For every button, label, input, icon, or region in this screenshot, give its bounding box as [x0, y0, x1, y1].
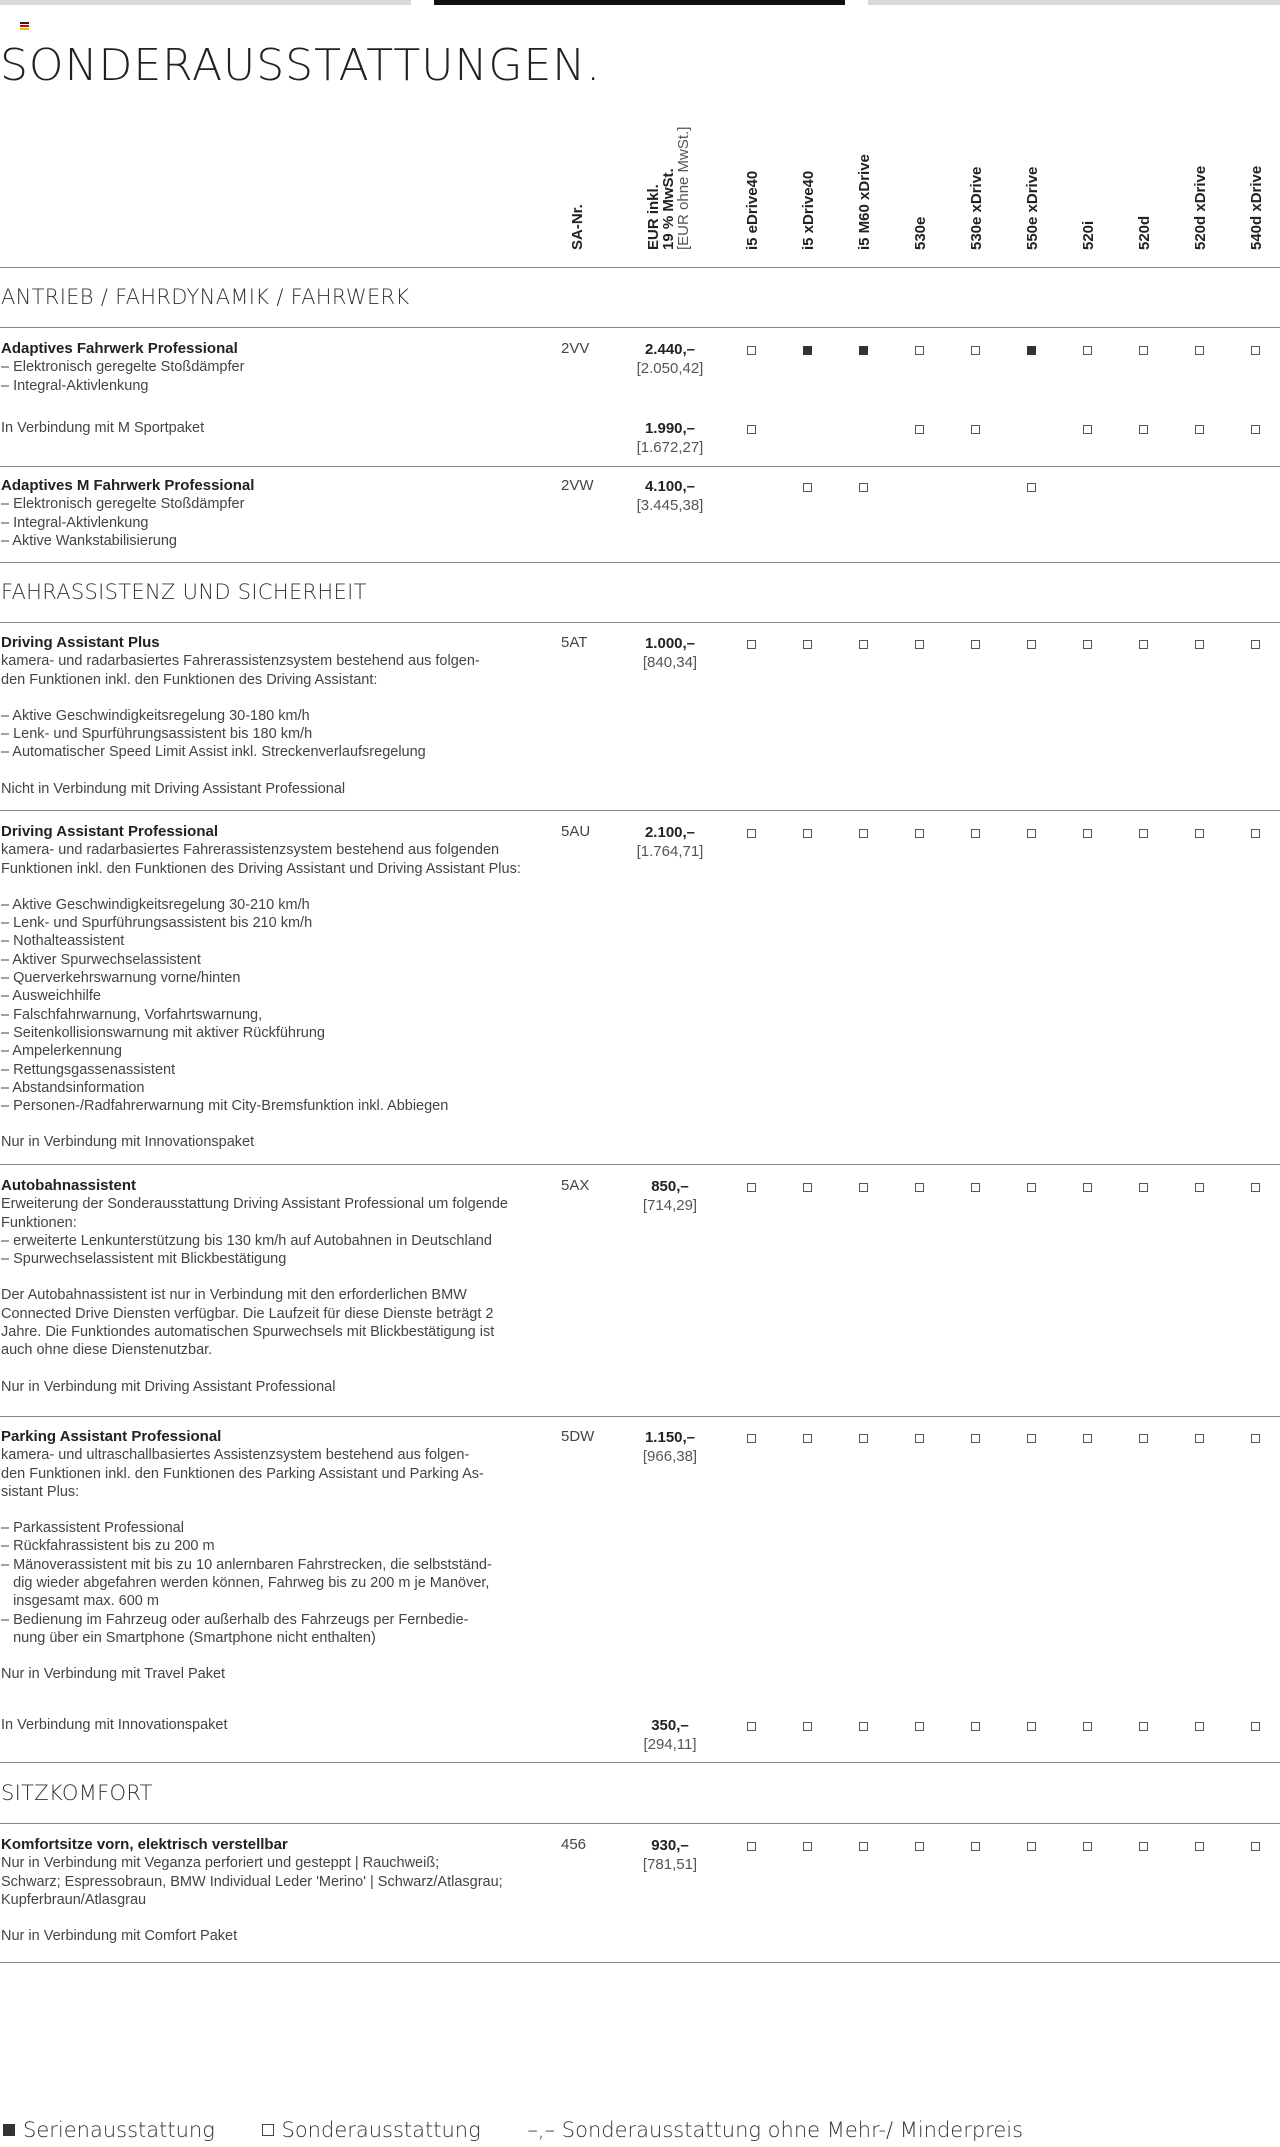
option-text-line: Nur in Verbindung mit Innovationspaket	[1, 1134, 255, 1151]
optional-equipment-mark	[971, 346, 980, 355]
progress-segment-3	[868, 0, 1280, 5]
option-text-line: Funktionen inkl. den Funktionen des Driving Assistant und Driving Assistant Plus:	[1, 860, 521, 877]
net-price: [2.050,42]	[636, 360, 704, 377]
optional-equipment-mark	[915, 1434, 924, 1443]
optional-equipment-mark	[747, 425, 756, 434]
price-cell	[620, 823, 720, 861]
price-cell	[620, 1428, 720, 1466]
option-title: Adaptives Fahrwerk Professional	[1, 340, 238, 357]
progress-segment-2	[434, 0, 845, 5]
option-text-line: kamera- und ultraschallbasiertes Assistenzsystem bestehend aus folgen-	[1, 1447, 470, 1464]
option-text-line: – Aktiver Spurwechselassistent	[1, 951, 201, 968]
optional-equipment-mark	[1027, 829, 1036, 838]
empty-square-icon	[262, 2124, 274, 2136]
optional-equipment-mark	[1251, 640, 1260, 649]
option-text-line: – Aktive Wankstabilisierung	[1, 532, 177, 549]
section-divider	[0, 1823, 1280, 1824]
option-text-line	[1, 878, 546, 896]
option-text-line	[1, 1268, 546, 1286]
optional-equipment-mark	[859, 1842, 868, 1851]
col-header-model: 520d xDrive	[1192, 165, 1209, 250]
price-header-line3: [EUR ohne MwSt.]	[675, 126, 692, 250]
col-header-model: 540d xDrive	[1248, 165, 1265, 250]
legend-sonder: Sonderausstattung	[262, 2118, 481, 2142]
option-text-line	[1, 762, 546, 780]
option-text-line: kamera- und radarbasiertes Fahrerassistenzsystem bestehend aus folgenden	[1, 842, 500, 859]
price-cell	[620, 477, 720, 515]
option-description	[1, 1836, 546, 1945]
optional-equipment-mark	[1195, 425, 1204, 434]
optional-equipment-mark	[859, 829, 868, 838]
option-text-line: – Lenk- und Spurführungsassistent bis 180 km/h	[1, 726, 313, 743]
option-text-line	[1, 1501, 546, 1519]
option-text-line: In Verbindung mit M Sportpaket	[1, 420, 205, 436]
section-title: SITZKOMFORT	[1, 1781, 153, 1805]
option-description	[1, 823, 546, 1152]
section-title: FAHRASSISTENZ UND SICHERHEIT	[1, 580, 367, 604]
option-text-line: – Spurwechselassistent mit Blickbestätigung	[1, 1251, 287, 1268]
optional-equipment-mark	[1195, 640, 1204, 649]
optional-equipment-mark	[747, 1183, 756, 1192]
row-divider	[0, 1164, 1280, 1165]
option-text-line	[1, 1360, 546, 1378]
optional-equipment-mark	[1139, 1842, 1148, 1851]
col-header-model: 530e xDrive	[968, 166, 985, 250]
optional-equipment-mark	[1251, 346, 1260, 355]
optional-equipment-mark	[859, 1183, 868, 1192]
option-text-line	[1, 689, 546, 707]
row-divider	[0, 1416, 1280, 1417]
col-header-model: i5 eDrive40	[744, 170, 761, 250]
optional-equipment-mark	[971, 1434, 980, 1443]
option-text-line: Nur in Verbindung mit Driving Assistant Professional	[1, 1378, 336, 1395]
sa-code: 2VW	[561, 477, 594, 494]
sa-code: 5AU	[561, 823, 591, 840]
legend-ohne: –,– Sonderausstattung ohne Mehr-/ Minderpreis	[527, 2118, 1024, 2142]
option-text-line: – Mänoverassistent mit bis zu 10 anlernbaren Fahrstrecken, die selbstständ-	[1, 1556, 492, 1573]
optional-equipment-mark	[747, 640, 756, 649]
german-flag-icon	[20, 22, 29, 29]
option-text-line: – Automatischer Speed Limit Assist inkl. Streckenverlaufsregelung	[1, 744, 426, 761]
option-text-line: den Funktionen inkl. den Funktionen des Driving Assistant:	[1, 671, 378, 688]
net-price: [781,51]	[642, 1856, 698, 1873]
col-header-sa-nr: SA-Nr.	[569, 204, 586, 250]
option-text-line: In Verbindung mit Innovationspaket	[1, 1717, 228, 1733]
option-text-line: Nicht in Verbindung mit Driving Assistant Professional	[1, 780, 346, 797]
optional-equipment-mark	[1139, 1183, 1148, 1192]
optional-equipment-mark	[803, 483, 812, 492]
option-text-line: Jahre. Die Funktiondes automatischen Spurwechsels mit Blickbestätigung ist	[1, 1324, 495, 1341]
option-description	[1, 1716, 546, 1734]
net-price: [3.445,38]	[636, 497, 704, 514]
price-cell	[620, 340, 720, 378]
progress-segment-1	[0, 0, 411, 5]
net-price: [1.764,71]	[636, 843, 704, 860]
option-text-line: – Aktive Geschwindigkeitsregelung 30-180 km/h	[1, 707, 310, 724]
gross-price: 2.440,–	[644, 341, 696, 358]
net-price: [966,38]	[642, 1448, 698, 1465]
col-header-model: 550e xDrive	[1024, 166, 1041, 250]
optional-equipment-mark	[1195, 1434, 1204, 1443]
optional-equipment-mark	[915, 346, 924, 355]
optional-equipment-mark	[747, 346, 756, 355]
option-title: Parking Assistant Professional	[1, 1428, 222, 1445]
option-text-line: insgesamt max. 600 m	[1, 1593, 159, 1610]
optional-equipment-mark	[859, 483, 868, 492]
price-cell	[620, 1716, 720, 1754]
optional-equipment-mark	[1027, 640, 1036, 649]
optional-equipment-mark	[1251, 425, 1260, 434]
optional-equipment-mark	[1139, 425, 1148, 434]
filled-square-icon	[3, 2124, 15, 2136]
optional-equipment-mark	[1251, 829, 1260, 838]
option-text-line: – Falschfahrwarnung, Vorfahrtswarnung,	[1, 1006, 263, 1023]
option-description	[1, 419, 546, 437]
optional-equipment-mark	[859, 1434, 868, 1443]
section-divider	[0, 622, 1280, 623]
section-title: ANTRIEB / FAHRDYNAMIK / FAHRWERK	[1, 285, 410, 309]
gross-price: 1.150,–	[644, 1429, 696, 1446]
net-price: [840,34]	[642, 654, 698, 671]
optional-equipment-mark	[1027, 483, 1036, 492]
optional-equipment-mark	[1083, 346, 1092, 355]
sa-code: 456	[561, 1836, 587, 1853]
option-text-line	[1, 1909, 546, 1927]
optional-equipment-mark	[747, 1434, 756, 1443]
option-text-line: – Personen-/Radfahrerwarnung mit City-Bremsfunktion inkl. Abbiegen	[1, 1098, 449, 1115]
option-text-line: – Parkassistent Professional	[1, 1520, 184, 1537]
sa-code: 5DW	[561, 1428, 595, 1445]
option-text-line: – Seitenkollisionswarnung mit aktiver Rückführung	[1, 1024, 325, 1041]
optional-equipment-mark	[1139, 829, 1148, 838]
optional-equipment-mark	[803, 1183, 812, 1192]
option-text-line: – Bedienung im Fahrzeug oder außerhalb des Fahrzeugs per Fernbedie-	[1, 1611, 469, 1628]
option-text-line: Kupferbraun/Atlasgrau	[1, 1891, 147, 1908]
option-text-line: – Integral-Aktivlenkung	[1, 514, 149, 531]
optional-equipment-mark	[1139, 346, 1148, 355]
option-text-line: – Elektronisch geregelte Stoßdämpfer	[1, 359, 245, 376]
section-divider	[0, 327, 1280, 328]
option-text-line: Der Autobahnassistent ist nur in Verbindung mit den erforderlichen BMW	[1, 1287, 467, 1304]
col-header-model: i5 M60 xDrive	[856, 154, 873, 250]
optional-equipment-mark	[1027, 1842, 1036, 1851]
optional-equipment-mark	[971, 1722, 980, 1731]
col-header-model: i5 xDrive40	[800, 170, 817, 250]
sa-code: 2VV	[561, 340, 590, 357]
optional-equipment-mark	[747, 829, 756, 838]
optional-equipment-mark	[1251, 1434, 1260, 1443]
optional-equipment-mark	[1027, 1722, 1036, 1731]
option-text-line: – Lenk- und Spurführungsassistent bis 210 km/h	[1, 915, 313, 932]
option-text-line	[1, 1647, 546, 1665]
optional-equipment-mark	[915, 1722, 924, 1731]
col-header-price	[646, 127, 691, 250]
option-text-line: Nur in Verbindung mit Travel Paket	[1, 1666, 226, 1683]
col-header-model: 520d	[1136, 215, 1153, 250]
price-cell	[620, 419, 720, 457]
option-title: Driving Assistant Plus	[1, 634, 160, 651]
optional-equipment-mark	[1083, 1434, 1092, 1443]
optional-equipment-mark	[971, 1842, 980, 1851]
option-text-line: Erweiterung der Sonderausstattung Driving Assistant Professional um folgende	[1, 1196, 508, 1213]
optional-equipment-mark	[1083, 1842, 1092, 1851]
optional-equipment-mark	[1195, 829, 1204, 838]
gross-price: 2.100,–	[644, 824, 696, 841]
col-header-model: 530e	[912, 216, 929, 250]
optional-equipment-mark	[915, 1183, 924, 1192]
option-text-line: sistant Plus:	[1, 1483, 80, 1500]
option-description	[1, 634, 546, 798]
option-title: Driving Assistant Professional	[1, 823, 219, 840]
optional-equipment-mark	[1195, 346, 1204, 355]
option-text-line: Connected Drive Diensten verfügbar. Die Laufzeit für diese Dienste beträgt 2	[1, 1305, 494, 1322]
standard-equipment-mark	[1027, 346, 1036, 355]
optional-equipment-mark	[1027, 1183, 1036, 1192]
price-header-line2: 19 % MwSt.	[660, 168, 677, 250]
legend-serie: Serienausstattung	[3, 2118, 215, 2142]
sa-code: 5AT	[561, 634, 588, 651]
option-text-line: – Ausweichhilfe	[1, 988, 101, 1005]
gross-price: 930,–	[651, 1837, 689, 1854]
gross-price: 1.990,–	[644, 420, 696, 437]
option-text-line: – Aktive Geschwindigkeitsregelung 30-210 km/h	[1, 896, 310, 913]
row-divider	[0, 1762, 1280, 1763]
col-header-model: 520i	[1080, 220, 1097, 250]
optional-equipment-mark	[1083, 829, 1092, 838]
page-title: SONDERAUSSTATTUNGEN.	[0, 40, 602, 91]
row-divider	[0, 1962, 1280, 1963]
optional-equipment-mark	[1251, 1722, 1260, 1731]
legend	[3, 2118, 1063, 2142]
optional-equipment-mark	[803, 1722, 812, 1731]
gross-price: 850,–	[651, 1178, 689, 1195]
optional-equipment-mark	[915, 1842, 924, 1851]
optional-equipment-mark	[859, 640, 868, 649]
standard-equipment-mark	[859, 346, 868, 355]
net-price: [714,29]	[642, 1197, 698, 1214]
price-cell	[620, 1177, 720, 1215]
net-price: [1.672,27]	[636, 439, 704, 456]
gross-price: 350,–	[651, 1717, 689, 1734]
option-title: Autobahnassistent	[1, 1177, 137, 1194]
gross-price: 4.100,–	[644, 478, 696, 495]
optional-equipment-mark	[915, 640, 924, 649]
row-divider	[0, 810, 1280, 811]
option-description	[1, 477, 546, 550]
optional-equipment-mark	[1083, 425, 1092, 434]
optional-equipment-mark	[803, 1434, 812, 1443]
optional-equipment-mark	[803, 1842, 812, 1851]
optional-equipment-mark	[971, 829, 980, 838]
gross-price: 1.000,–	[644, 635, 696, 652]
option-text-line	[1, 1115, 546, 1133]
optional-equipment-mark	[803, 829, 812, 838]
optional-equipment-mark	[1139, 640, 1148, 649]
price-cell	[620, 1836, 720, 1874]
row-divider	[0, 466, 1280, 467]
option-text-line: – Querverkehrswarnung vorne/hinten	[1, 970, 241, 987]
optional-equipment-mark	[1195, 1183, 1204, 1192]
option-text-line: nung über ein Smartphone (Smartphone nicht enthalten)	[1, 1629, 376, 1646]
row-divider	[0, 562, 1280, 563]
optional-equipment-mark	[971, 425, 980, 434]
option-text-line: Funktionen:	[1, 1214, 77, 1231]
optional-equipment-mark	[1027, 1434, 1036, 1443]
option-text-line: dig wieder abgefahren werden können, Fahrweg bis zu 200 m je Manöver,	[1, 1575, 490, 1592]
optional-equipment-mark	[1083, 640, 1092, 649]
option-description	[1, 340, 546, 395]
option-title: Komfortsitze vorn, elektrisch verstellbar	[1, 1836, 288, 1853]
optional-equipment-mark	[1251, 1183, 1260, 1192]
option-text-line: – Abstandsinformation	[1, 1079, 145, 1096]
option-title: Adaptives M Fahrwerk Professional	[1, 477, 255, 494]
optional-equipment-mark	[803, 640, 812, 649]
price-cell	[620, 634, 720, 672]
optional-equipment-mark	[1139, 1434, 1148, 1443]
optional-equipment-mark	[747, 1722, 756, 1731]
option-text-line: auch ohne diese Dienstenutzbar.	[1, 1342, 213, 1359]
option-text-line: Nur in Verbindung mit Veganza perforiert und gesteppt | Rauchweiß;	[1, 1855, 440, 1872]
optional-equipment-mark	[859, 1722, 868, 1731]
optional-equipment-mark	[1195, 1842, 1204, 1851]
option-text-line: – Rückfahrassistent bis zu 200 m	[1, 1538, 215, 1555]
option-text-line: – Nothalteassistent	[1, 933, 125, 950]
optional-equipment-mark	[1083, 1722, 1092, 1731]
optional-equipment-mark	[971, 640, 980, 649]
header-divider	[0, 267, 1280, 268]
option-text-line: – erweiterte Lenkunterstützung bis 130 km/h auf Autobahnen in Deutschland	[1, 1232, 492, 1249]
optional-equipment-mark	[1083, 1183, 1092, 1192]
optional-equipment-mark	[747, 1842, 756, 1851]
option-text-line: kamera- und radarbasiertes Fahrerassistenzsystem bestehend aus folgen-	[1, 653, 480, 670]
price-header-line1: EUR inkl.	[645, 184, 662, 250]
sa-code: 5AX	[561, 1177, 590, 1194]
option-text-line: Schwarz; Espressobraun, BMW Individual Leder 'Merino' | Schwarz/Atlasgrau;	[1, 1873, 503, 1890]
optional-equipment-mark	[1195, 1722, 1204, 1731]
standard-equipment-mark	[803, 346, 812, 355]
option-text-line: – Rettungsgassenassistent	[1, 1061, 176, 1078]
option-text-line: – Elektronisch geregelte Stoßdämpfer	[1, 496, 245, 513]
option-text-line: – Integral-Aktivlenkung	[1, 377, 149, 394]
optional-equipment-mark	[1251, 1842, 1260, 1851]
option-text-line: den Funktionen inkl. den Funktionen des Parking Assistant und Parking As-	[1, 1465, 484, 1482]
option-description	[1, 1177, 546, 1396]
optional-equipment-mark	[1139, 1722, 1148, 1731]
net-price: [294,11]	[643, 1736, 697, 1753]
option-text-line: – Ampelerkennung	[1, 1043, 122, 1060]
option-text-line: Nur in Verbindung mit Comfort Paket	[1, 1928, 238, 1945]
optional-equipment-mark	[971, 1183, 980, 1192]
option-description	[1, 1428, 546, 1684]
optional-equipment-mark	[915, 425, 924, 434]
optional-equipment-mark	[915, 829, 924, 838]
